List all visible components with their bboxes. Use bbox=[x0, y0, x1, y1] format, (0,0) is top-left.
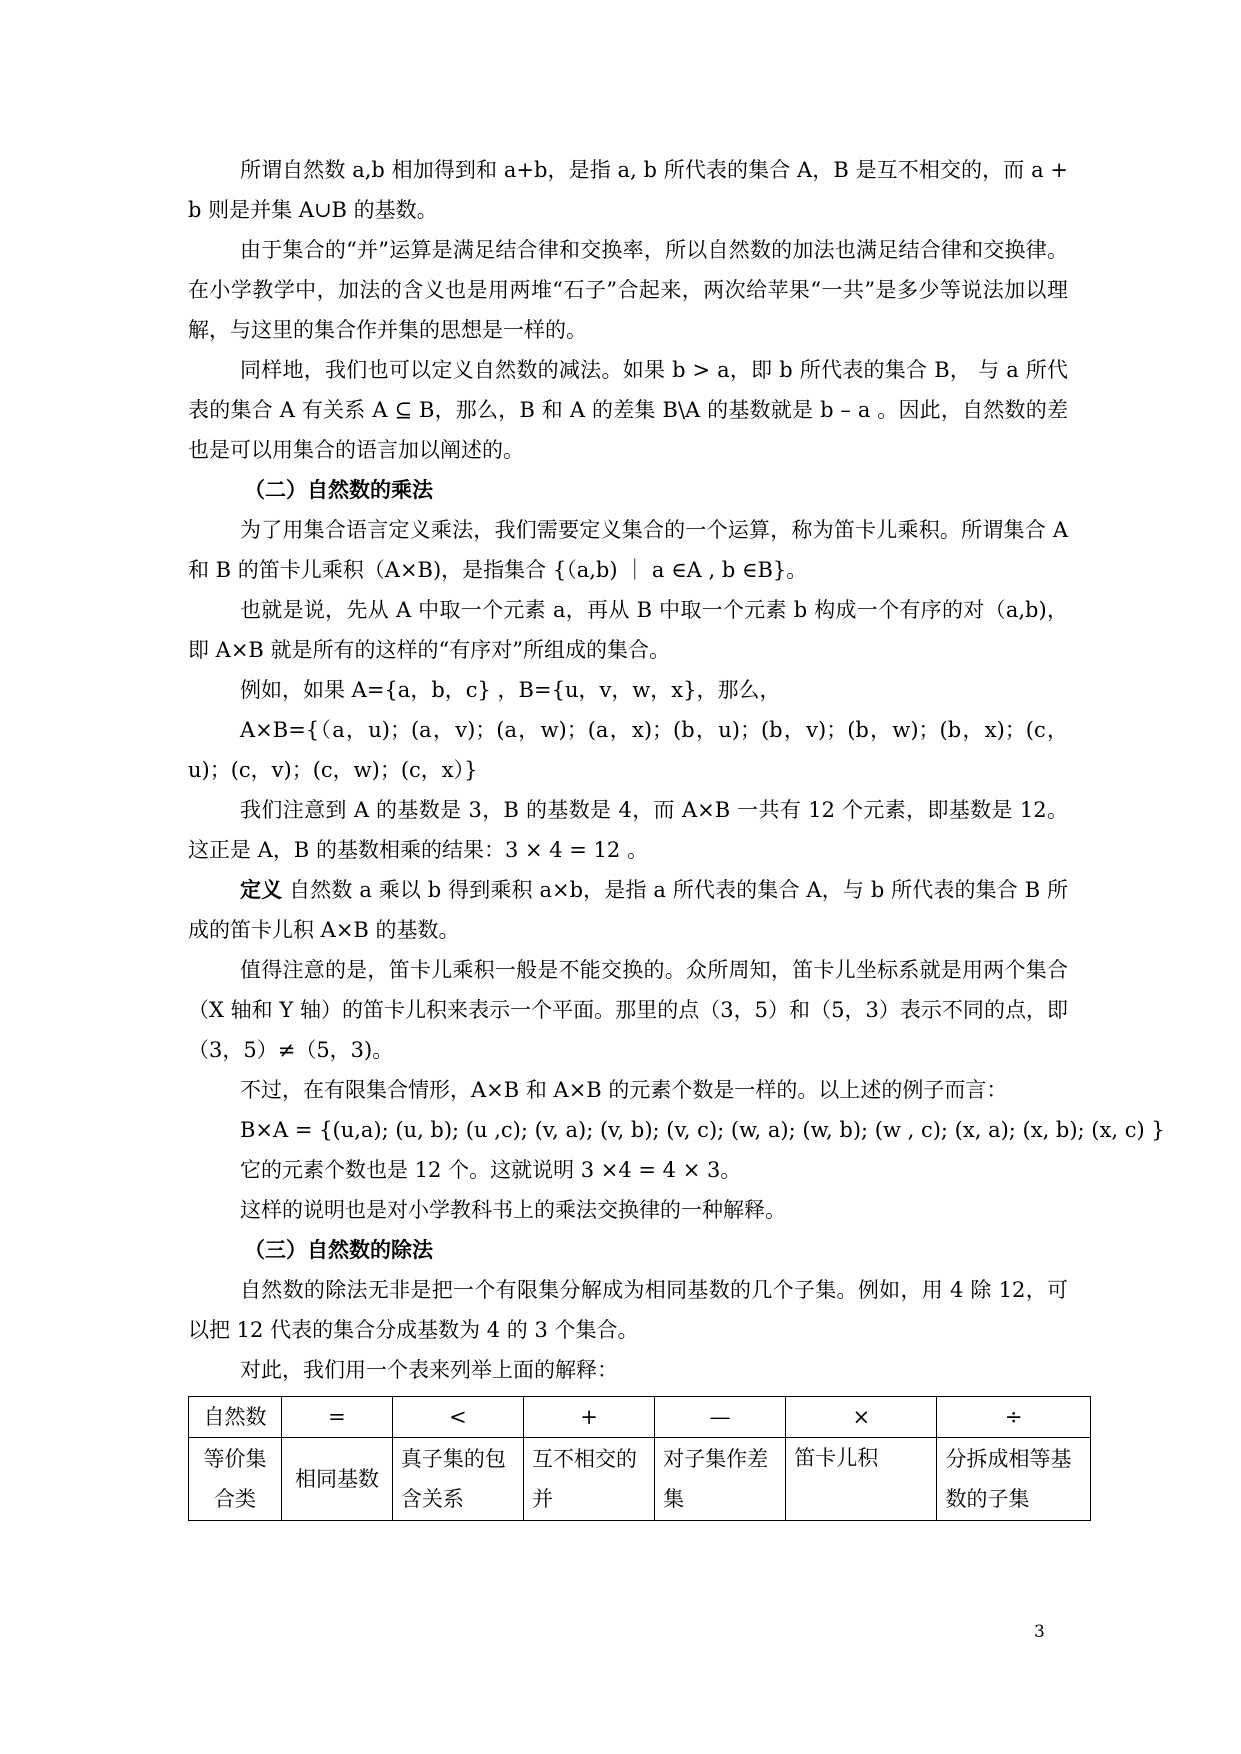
table-cell: 相同基数 bbox=[282, 1438, 393, 1521]
paragraph-noncommutative: 值得注意的是，笛卡儿乘积一般是不能交换的。众所周知，笛卡儿坐标系就是用两个集合（X 轴和 Y 轴）的笛卡儿积来表示一个平面。那里的点（3，5）和（5，3）表示不同的点，即（3，5）≠（5，3)。 bbox=[188, 958, 1068, 1062]
paragraph-subtraction: 同样地，我们也可以定义自然数的减法。如果 b > a，即 b 所代表的集合 B， 与 a 所代表的集合 A 有关系 A ⊆ B，那么，B 和 A 的差集 B\A 的基数就是 b – a 。因此，自然数的差也是可以用集合的语言加以阐述的。 bbox=[188, 358, 1068, 462]
paragraph-definition bbox=[188, 870, 1068, 950]
table-cell: 笛卡儿积 bbox=[786, 1438, 937, 1521]
table-cell: 对子集作差集 bbox=[655, 1438, 786, 1521]
table-cell: × bbox=[786, 1397, 937, 1438]
paragraph-axb-set: A×B={（a，u)；(a，v)；(a，w)；(a，x)；(b，u)；(b，v)；(b，w)；(b，x)；(c，u)；(c，v)；(c，w)；(c，x）} bbox=[188, 718, 1068, 782]
page-content bbox=[188, 150, 1165, 1521]
table-cell: 自然数 bbox=[189, 1397, 282, 1438]
paragraph-count: 它的元素个数也是 12 个。这就说明 3 ×4 = 4 × 3。 bbox=[240, 1158, 742, 1182]
paragraph-division: 自然数的除法无非是把一个有限集分解成为相同基数的几个子集。例如，用 4 除 12，可以把 12 代表的集合分成基数为 4 的 3 个集合。 bbox=[188, 1278, 1068, 1342]
paragraph-ordered-pair: 也就是说，先从 A 中取一个元素 a，再从 B 中取一个元素 b 构成一个有序的对（a,b)，即 A×B 就是所有的这样的“有序对”所组成的集合。 bbox=[188, 598, 1068, 662]
table-row bbox=[189, 1438, 1091, 1521]
paragraph-cardinality: 我们注意到 A 的基数是 3，B 的基数是 4，而 A×B 一共有 12 个元素，即基数是 12。这正是 A，B 的基数相乘的结果：3 × 4 = 12 。 bbox=[188, 798, 1068, 862]
table-cell: ÷ bbox=[937, 1397, 1091, 1438]
paragraph-cartesian-def: 为了用集合语言定义乘法，我们需要定义集合的一个运算，称为笛卡儿乘积。所谓集合 A 和 B 的笛卡儿乘积（A×B)，是指集合 {（a,b) ｜ a ∈A , b ∈B}。 bbox=[188, 518, 1068, 582]
definition-text: 自然数 a 乘以 b 得到乘积 a×b，是指 a 所代表的集合 A，与 b 所代表的集合 B 所成的笛卡儿积 A×B 的基数。 bbox=[188, 878, 1069, 942]
paragraph-addition: 所谓自然数 a,b 相加得到和 a+b，是指 a, b 所代表的集合 A，B 是互不相交的，而 a + b 则是并集 A∪B 的基数。 bbox=[188, 158, 1068, 222]
paragraph-example: 例如，如果 A={a，b，c} ，B={u，v，w，x}，那么， bbox=[240, 678, 781, 702]
table-cell: 真子集的包含关系 bbox=[392, 1438, 523, 1521]
operations-table bbox=[188, 1396, 1091, 1521]
table-cell: + bbox=[524, 1397, 655, 1438]
paragraph-table-intro: 对此，我们用一个表来列举上面的解释： bbox=[240, 1358, 618, 1382]
paragraph-union-laws: 由于集合的“并”运算是满足结合律和交换率，所以自然数的加法也满足结合律和交换律。在小学教学中，加法的含义也是用两堆“石子”合起来，两次给苹果“一共”是多少等说法加以理解，与这里的集合作并集的思想是一样的。 bbox=[188, 238, 1068, 342]
definition-label: 定义 bbox=[240, 878, 283, 902]
table-cell: — bbox=[655, 1397, 786, 1438]
paragraph-explanation: 这样的说明也是对小学教科书上的乘法交换律的一种解释。 bbox=[240, 1198, 786, 1222]
formula-bxa: B×A = {(u,a); (u, b); (u ,c); (v, a); (v, b); (v, c); (w, a); (w, b); (w , c); (x, a); (x, b); (x, c) } bbox=[240, 1118, 1165, 1142]
table-cell: 互不相交的并 bbox=[524, 1438, 655, 1521]
paragraph-finite-case: 不过，在有限集合情形，A×B 和 A×B 的元素个数是一样的。以上述的例子而言： bbox=[240, 1078, 1008, 1102]
table-cell: 等价集合类 bbox=[189, 1438, 282, 1521]
table-cell: < bbox=[392, 1397, 523, 1438]
table-cell: = bbox=[282, 1397, 393, 1438]
table-cell: 分拆成相等基数的子集 bbox=[937, 1438, 1091, 1521]
heading-division: （三）自然数的除法 bbox=[244, 1238, 433, 1262]
table-row bbox=[189, 1397, 1091, 1438]
page-number: 3 bbox=[1034, 1622, 1045, 1642]
heading-multiplication: （二）自然数的乘法 bbox=[244, 478, 433, 502]
